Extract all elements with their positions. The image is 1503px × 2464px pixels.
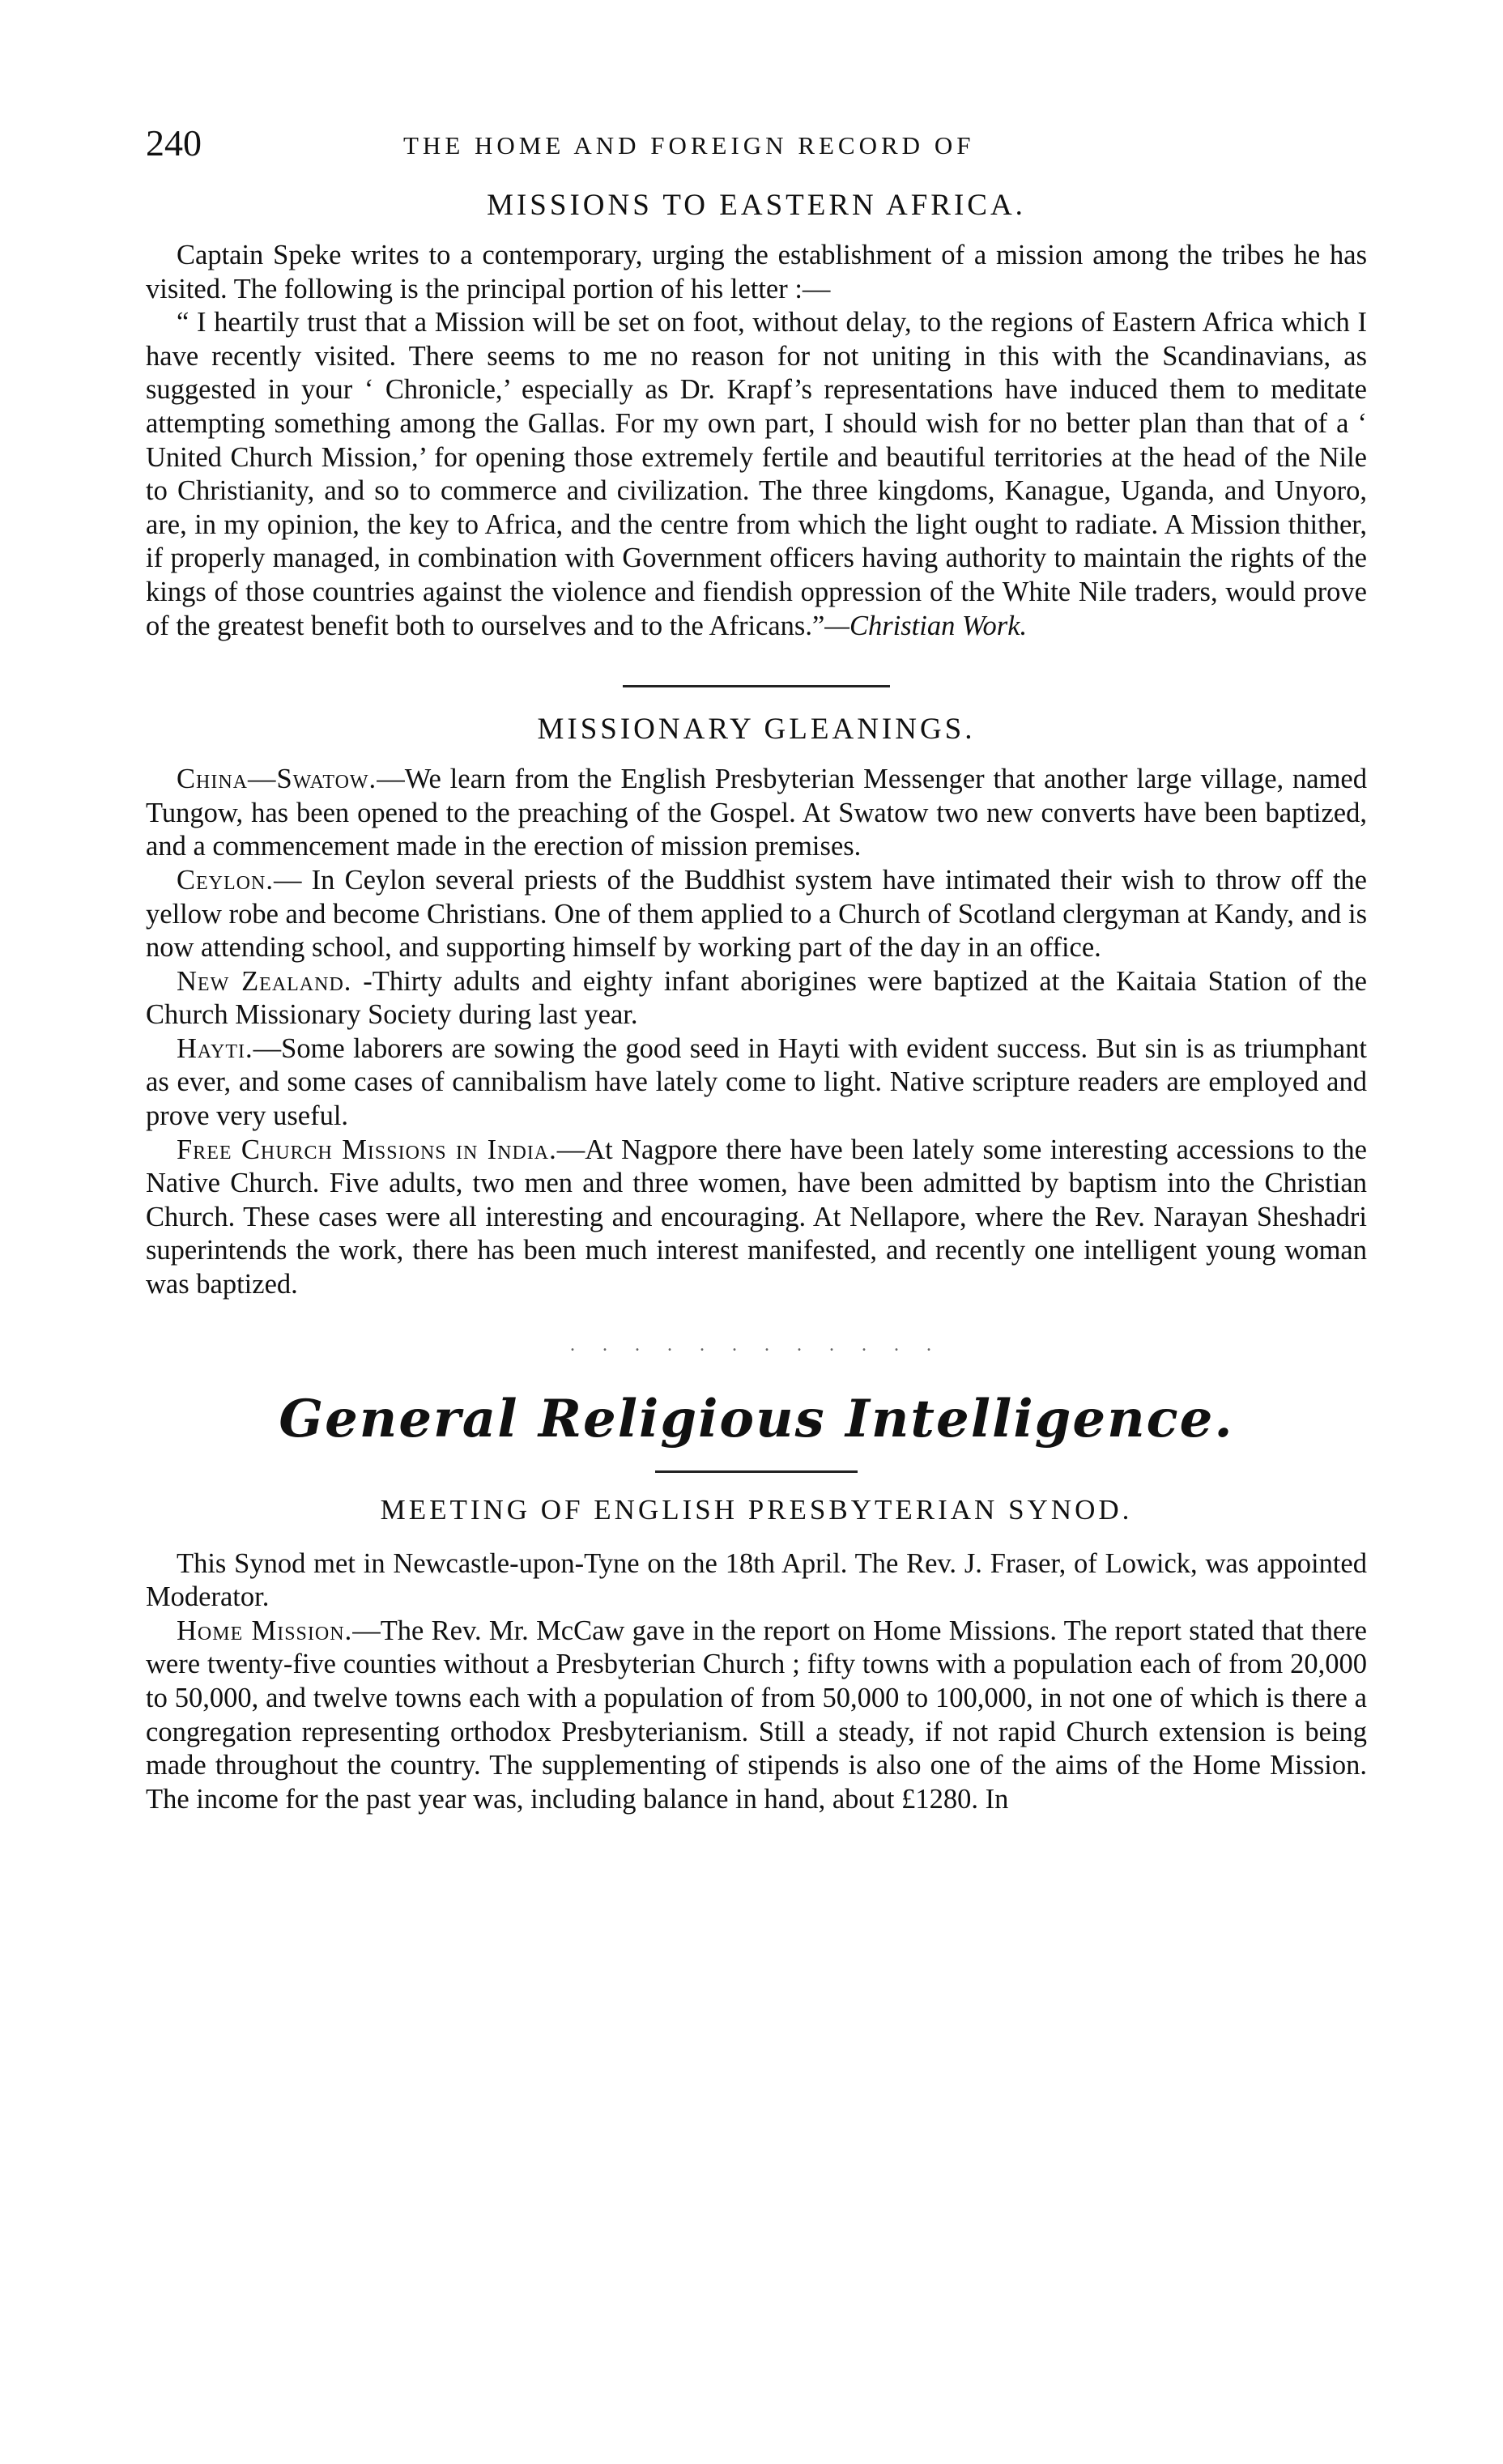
letter-text: “ I heartily trust that a Mission will be set on foot, without delay, to the regions of Eastern Africa which I have recently visited. There seems to me no reason for not uniting in this with the Scandinavians, as suggested in your ‘ Chronicle,’ especially as Dr. Krapf’s representations have induced them to meditate attempting something among the Gallas. For my own part, I should wish for no better plan than that of a ‘ United Church Mission,’ for opening those extremely fertile and beautiful territories at the head of the Nile to Christianity, and so to commerce and civilization. The three kingdoms, Kanague, Uganda, and Unyoro, are, in my opinion, the key to Africa, and the centre from which the light ought to radiate. A Mission thither, if properly managed, in combination with Government officers having authority to maintain the rights of the kings of those countries against the violence and fiendish oppression of the White Nile traders, would prove of the greatest benefit both to ourselves and to the Africans.”	[146, 307, 1367, 641]
gleaning-item	[146, 864, 1367, 965]
page-header	[146, 121, 1367, 173]
gleanings-title: MISSIONARY GLEANINGS.	[537, 713, 976, 747]
gleaning-item	[146, 965, 1367, 1032]
gleaning-lead: China—Swatow.	[177, 764, 377, 795]
gleaning-text: —We learn from the English Presbyterian Messenger that another large village, named Tungow, has been opened to the preaching of the Gospel. At Swatow two new converts have been baptized, and a commencement made in the erection of mission premises.	[146, 764, 1367, 862]
synod-title: MEETING OF ENGLISH PRESBYTERIAN SYNOD.	[380, 1493, 1133, 1526]
gleaning-lead: Free Church Missions in India.	[177, 1134, 557, 1165]
eastern-africa-letter	[146, 306, 1367, 643]
eastern-africa-title: MISSIONS TO EASTERN AFRICA.	[487, 189, 1026, 222]
gleaning-text: — In Ceylon several priests of the Buddhist system have intimated their wish to throw off the yellow robe and become Christians. One of them applied to a Church of Scotland clergyman at Kandy, and is now attending school, and supporting himself by working part of the day in an office.	[146, 864, 1367, 964]
gleaning-lead: Ceylon.	[177, 864, 274, 896]
gleanings-section	[146, 712, 1367, 1302]
gleaning-text: -Thirty adults and eighty infant aborigines were baptized at the Kaitaia Station of the Church Missionary Society during last year.	[146, 965, 1367, 1031]
home-mission-text: —The Rev. Mr. McCaw gave in the report on Home Missions. The report stated that there were twenty-five counties without a Presbyterian Church ; fifty towns with a population each of from 20,000 to 50,000, and twelve towns each with a population of from 50,000 to 100,000, in not one of which is there a congregation representing orthodox Presbyterianism. Still a steady, if not rapid Church extension is being made throughout the country. The supplementing of stipends is also one of the aims of the Home Mission. The income for the past year was, including balance in hand, about £1280. In	[146, 1615, 1367, 1815]
gleaning-text: —Some laborers are sowing the good seed in Hayti with evident success. But sin is as triumphant as ever, and some cases of cannibalism have lately come to light. Native scripture readers are employed and prove very useful.	[146, 1032, 1367, 1132]
intelligence-heading: General Religious Intelligence.	[279, 1388, 1234, 1449]
gleaning-item	[146, 1032, 1367, 1134]
gleaning-lead: New Zealand.	[177, 965, 352, 997]
heading-rule	[655, 1470, 858, 1473]
gleaning-item	[146, 1134, 1367, 1302]
eastern-africa-section	[146, 188, 1367, 643]
gleaning-lead: Hayti.	[177, 1032, 253, 1064]
letter-signoff: —Christian Work.	[824, 610, 1028, 641]
home-mission-para	[146, 1615, 1367, 1817]
synod-intro: This Synod met in Newcastle-upon-Tyne on the 18th April. The Rev. J. Fraser, of Lowick, was appointed Moderator.	[146, 1547, 1367, 1613]
page	[146, 121, 1367, 1816]
section-divider	[623, 685, 890, 687]
intelligence-section	[146, 1389, 1367, 1817]
gleaning-text: —At Nagpore there have been lately some interesting accessions to the Native Church. Five adults, two men and three women, have been admitted by baptism into the Christian Church. These cases were all interesting and encouraging. At Nellapore, where the Rev. Narayan Sheshadri superintends the work, there has been much interest manifested, and recently one intelligent young woman was baptized.	[146, 1134, 1367, 1300]
running-head: THE HOME AND FOREIGN RECORD OF	[403, 131, 975, 160]
page-number: 240	[146, 122, 202, 164]
eastern-africa-intro: Captain Speke writes to a contemporary, urging the establishment of a mission among the tribes he has visited. The following is the principal portion of his letter :—	[146, 240, 1367, 304]
gleaning-item	[146, 763, 1367, 864]
home-mission-lead: Home Mission.	[177, 1615, 353, 1646]
dotted-separator: . . . . . . . . . . . .	[570, 1334, 943, 1355]
